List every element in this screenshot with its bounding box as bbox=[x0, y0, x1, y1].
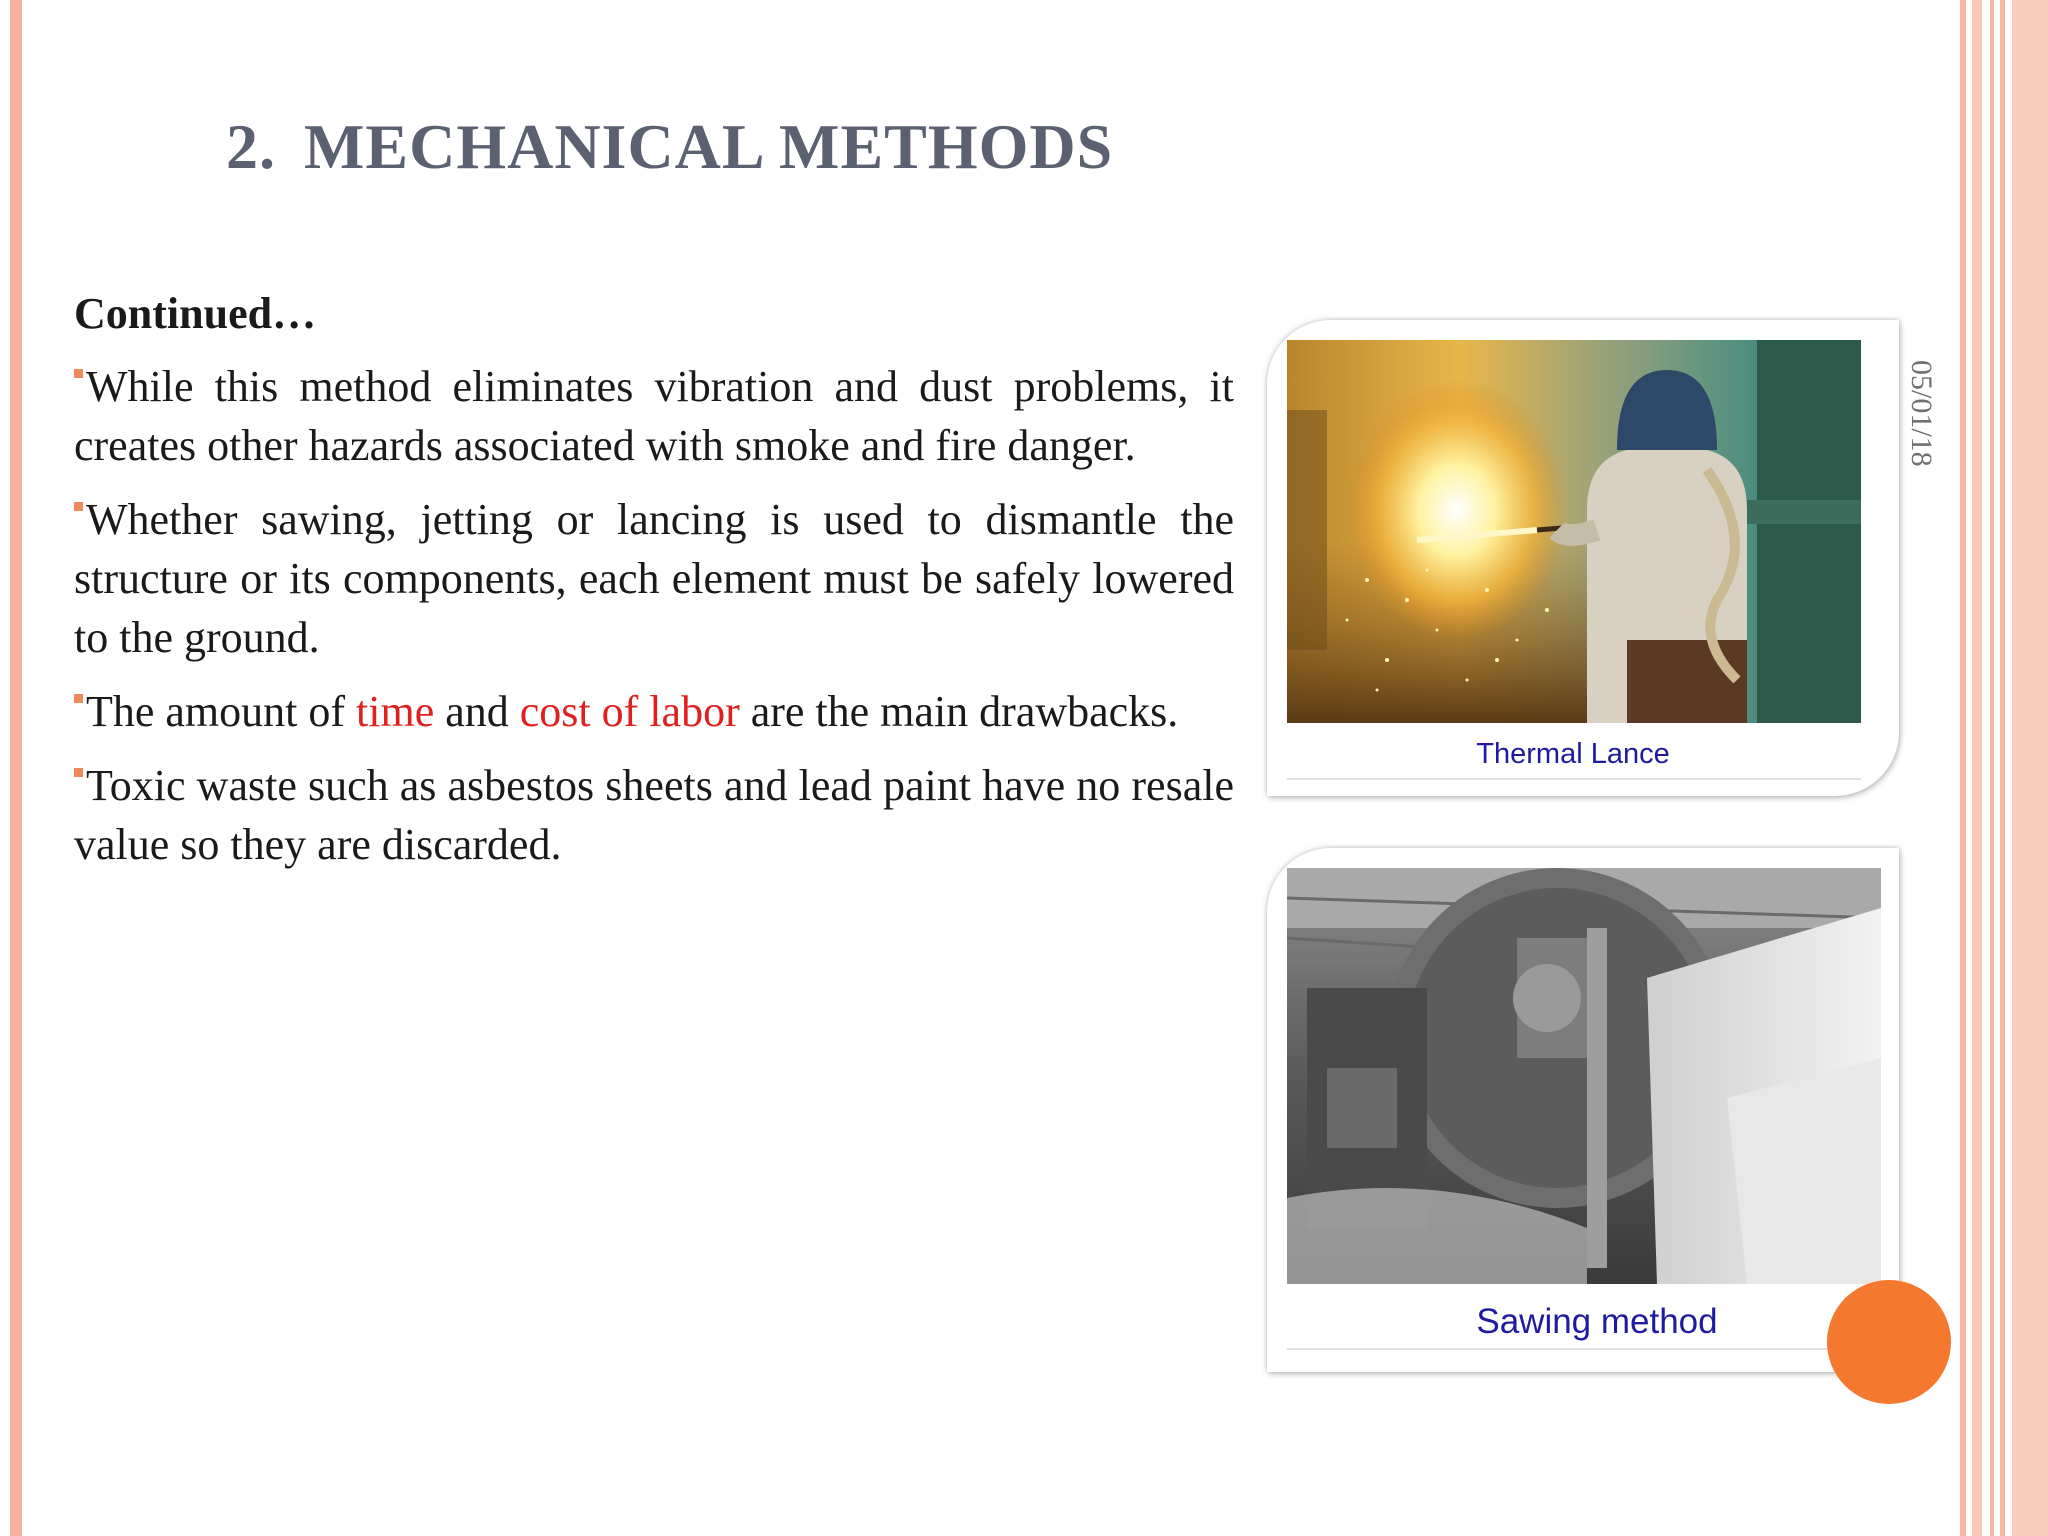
slide-date: 05/01/18 bbox=[1905, 360, 1938, 467]
sawing-method-photo bbox=[1287, 868, 1881, 1284]
title-number: 2. bbox=[226, 111, 276, 182]
bullet-marker-icon bbox=[74, 694, 83, 703]
highlight-cost-of-labor: cost of labor bbox=[519, 687, 740, 736]
title-text: MECHANICAL METHODS bbox=[304, 111, 1114, 182]
bullet-text: Whether sawing, jetting or lancing is used to dismantle the structure or its components, each element must be safely lowered to the ground. bbox=[74, 495, 1234, 662]
bullet-text: While this method eliminates vibration and dust problems, it creates other hazards associated with smoke and fire danger. bbox=[74, 362, 1234, 470]
caption-divider bbox=[1287, 778, 1861, 780]
bullet-item bbox=[74, 756, 1234, 874]
right-border-stripe bbox=[1990, 0, 1994, 1536]
bullet-item bbox=[74, 357, 1234, 475]
thermal-lance-figure bbox=[1267, 320, 1899, 796]
bullet-text: are the main drawbacks. bbox=[739, 687, 1179, 736]
thermal-lance-photo bbox=[1287, 340, 1861, 723]
right-border-stripe bbox=[1960, 0, 1966, 1536]
right-border-stripe bbox=[1972, 0, 1982, 1536]
decorative-circle bbox=[1827, 1280, 1951, 1404]
right-border-stripe bbox=[2012, 0, 2048, 1536]
bullet-text: The amount of bbox=[86, 687, 357, 736]
sawing-method-caption: Sawing method bbox=[1476, 1302, 1718, 1341]
bullet-marker-icon bbox=[74, 369, 83, 378]
sawing-method-figure bbox=[1267, 848, 1899, 1372]
left-border-strip bbox=[10, 0, 22, 1536]
bullet-marker-icon bbox=[74, 768, 83, 777]
highlight-time: time bbox=[356, 687, 435, 736]
slide-body bbox=[74, 284, 1234, 889]
bullet-item bbox=[74, 682, 1234, 741]
right-border-stripe bbox=[2000, 0, 2005, 1536]
bullet-marker-icon bbox=[74, 502, 83, 511]
caption-divider bbox=[1287, 1348, 1881, 1350]
thermal-lance-caption: Thermal Lance bbox=[1476, 738, 1670, 770]
bullet-text: Toxic waste such as asbestos sheets and lead paint have no resale value so they are discarded. bbox=[74, 761, 1234, 869]
bullet-item bbox=[74, 490, 1234, 667]
continued-label: Continued… bbox=[74, 289, 317, 338]
slide-title bbox=[226, 110, 1113, 184]
bullet-text: and bbox=[434, 687, 520, 736]
